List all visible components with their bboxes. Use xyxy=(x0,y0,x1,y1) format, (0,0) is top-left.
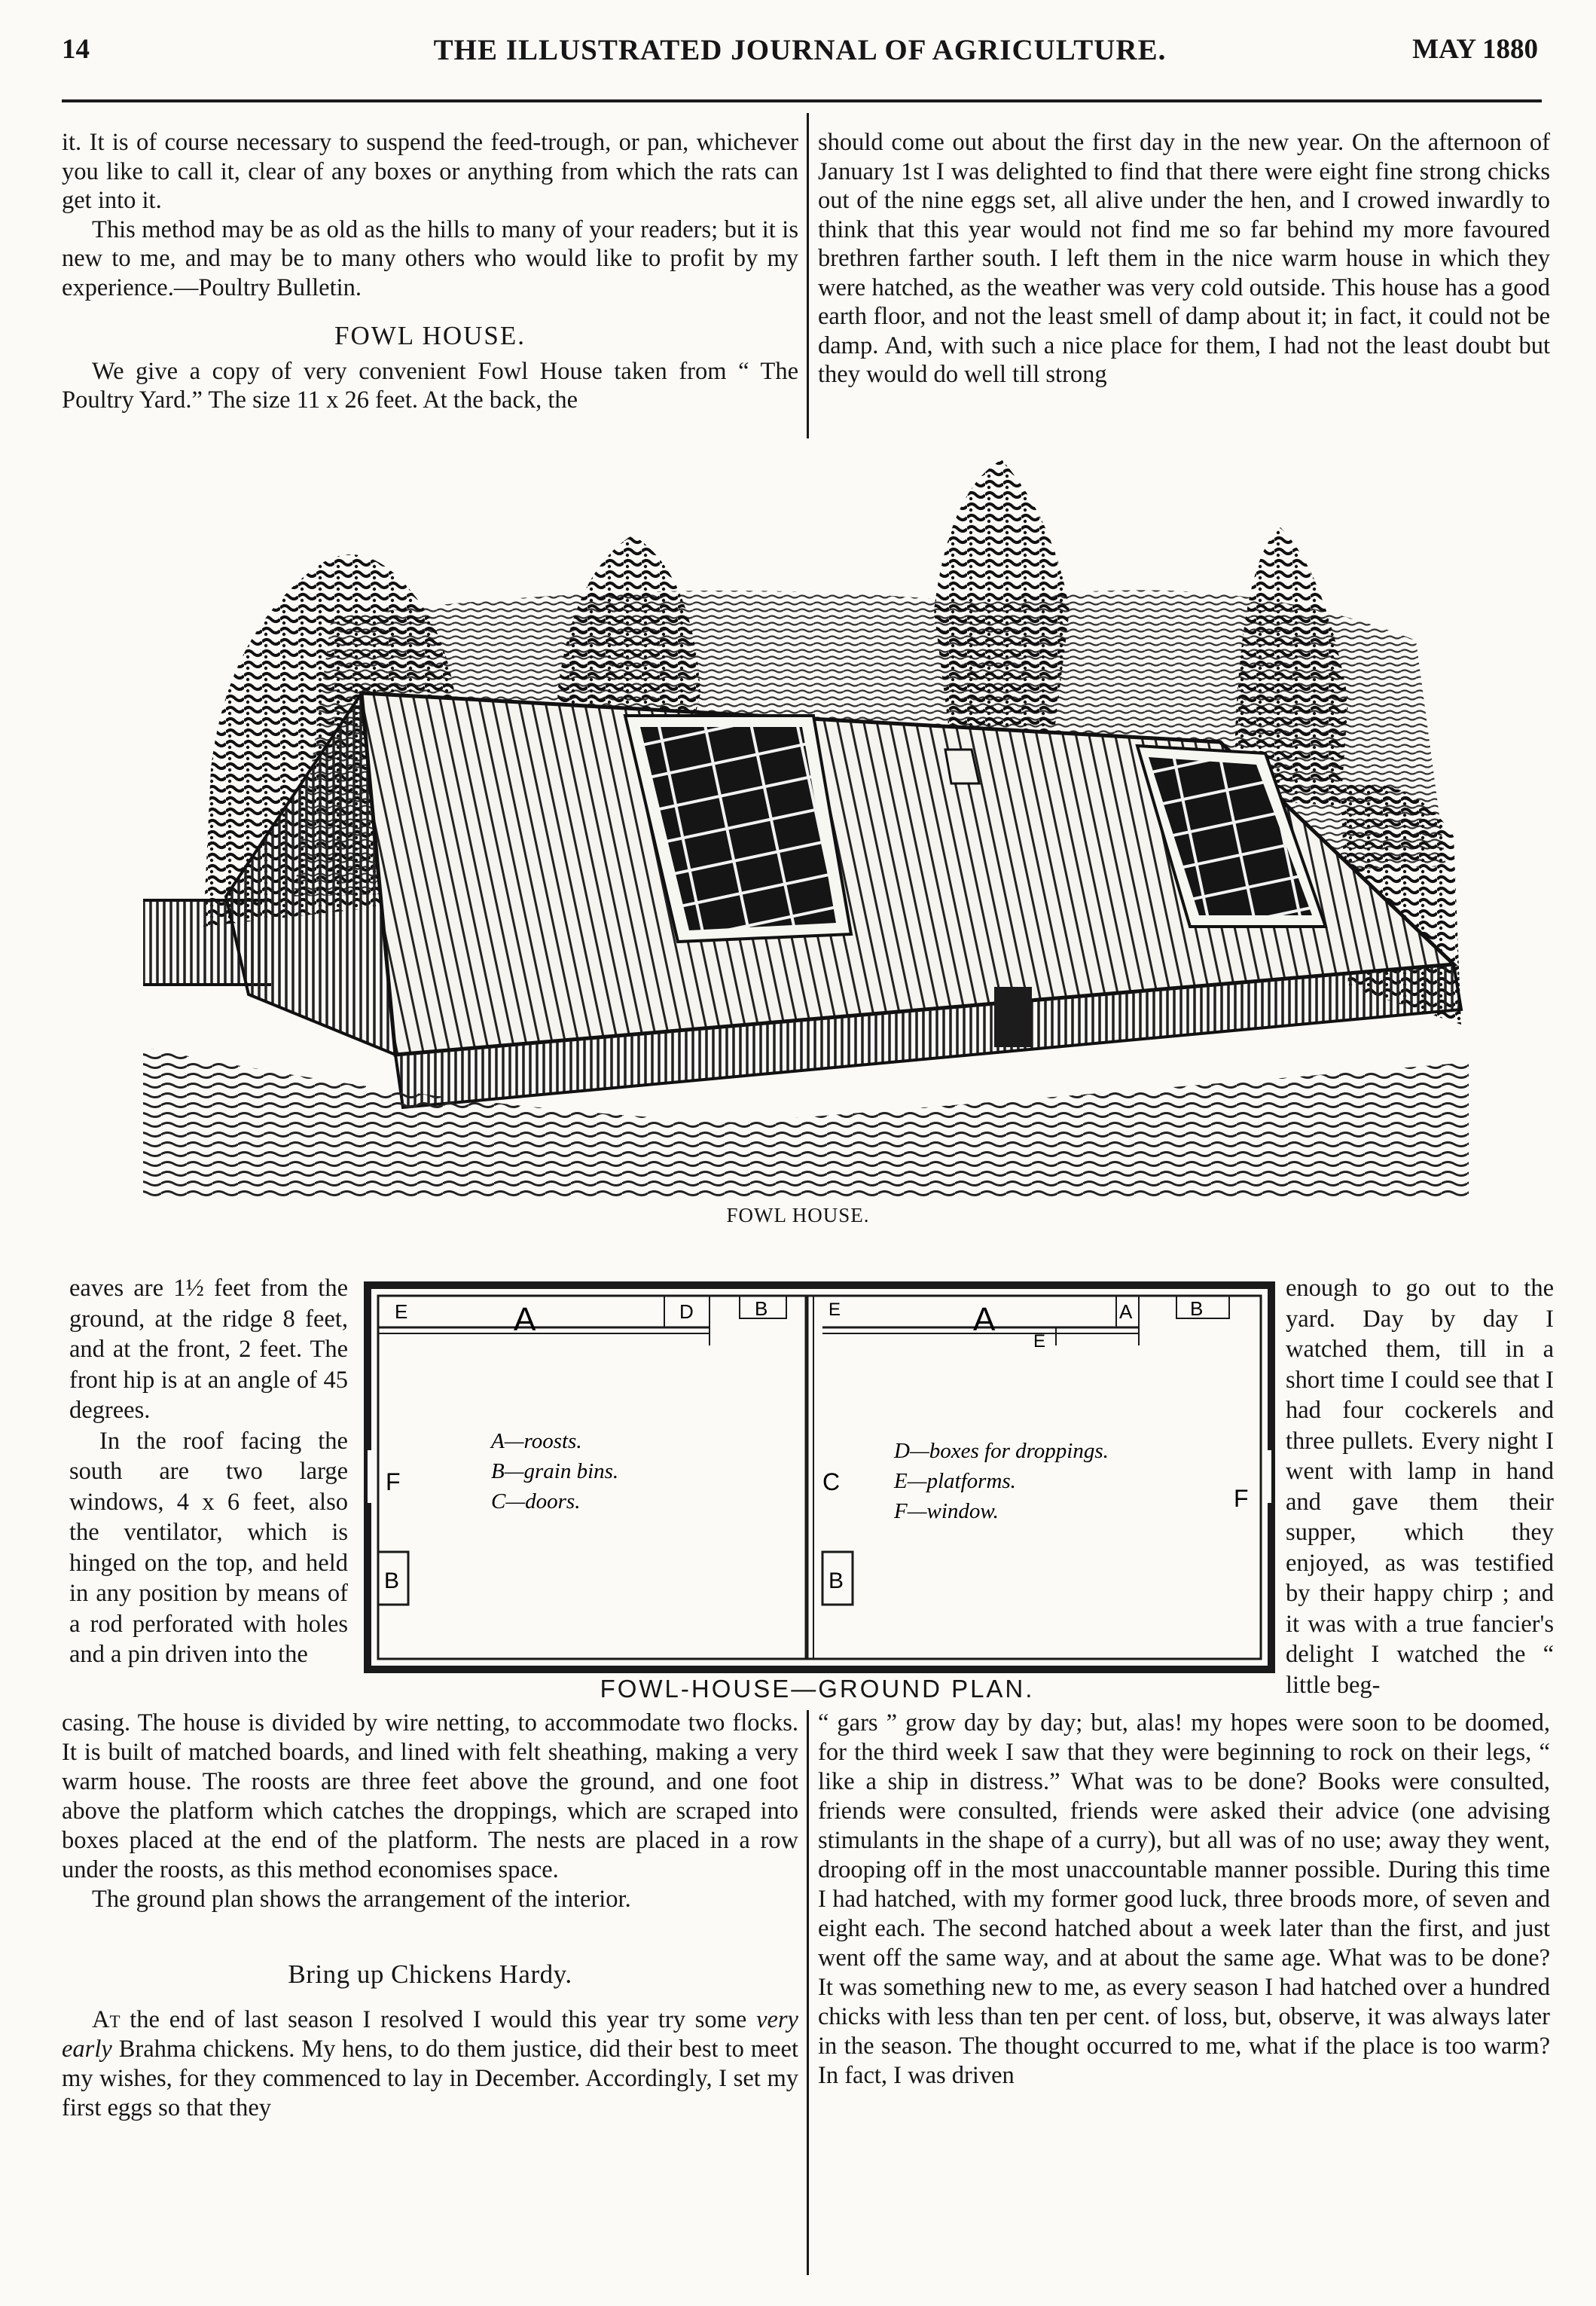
legend-doors: C—doors. xyxy=(491,1489,581,1513)
paragraph: We give a copy of very convenient Fowl House taken from “ The Poultry Yard.” The size 11 x 26 feet. At the back, the xyxy=(62,357,798,414)
journal-title: THE ILLUSTRATED JOURNAL OF AGRICULTURE. xyxy=(433,34,1167,66)
legend-boxes: D—boxes for droppings. xyxy=(894,1439,1109,1463)
plan-label-b-top-left: B xyxy=(755,1297,768,1320)
plan-label-a-right: A xyxy=(973,1301,996,1338)
plan-label-a-left: A xyxy=(514,1301,536,1338)
paragraph: it. It is of course necessary to suspend the feed-trough, or pan, whichever you like to call it, clear of any boxes or anything from which the rats can get into it. xyxy=(62,129,798,214)
top-column-divider xyxy=(807,113,809,438)
plan-label-c: C xyxy=(822,1468,841,1495)
emphasis: very early xyxy=(62,2006,798,2063)
paragraph: “ gars ” grow day by day; but, alas! my hopes were soon to be doomed, for the third week I saw that they were beginning to rock on their legs, “ like a ship in distress.” What was to be done? Books were consulted, friends were consulted, friends were asked their advice (one advising stimulants in the shape of a curry), but all was of no use; away they went, drooping off in the most unaccountable manner possible. During this time I had hatched, with my former good luck, three broods more, of seven and eight each. The second hatched about a week later than the first, and just went off the same way, and at about the same age. What was to be done? It was something new to me, as every season I had hatched over a hundred chicks with less than ten per cent. of loss, but, observe, it was always later in the season. The thought occurred to me, what if the place is too warm? In fact, I was driven xyxy=(818,1709,1550,2089)
paragraph: At the end of last season I resolved I would this year try some very early Brahma chickens. My hens, to do them justice, did their best to meet my wishes, for they commenced to lay in December. Accordingly, I set my first eggs so that they xyxy=(62,2006,798,2121)
plan-label-a-small: A xyxy=(1119,1300,1133,1323)
drop-lead: At xyxy=(92,2006,121,2033)
paragraph: casing. The house is divided by wire netting, to accommodate two flocks. It is built of matched boards, and lined with felt sheathing, making a very warm house. The roosts are three feet above the ground, and one foot above the platform which catches the droppings, which are scraped into boxes placed at the end of the platform. The nests are placed in a row under the roosts, as this method economises space. xyxy=(62,1709,798,1883)
paragraph: should come out about the first day in the new year. On the afternoon of January 1st I was delighted to find that there were eight fine strong chicks out of the nine eggs set, all alive under the hen, and I crowed inwardly to think that this year would not find me so far behind my more favoured brethren farther south. I left them in the nice warm house in which they were hatched, as the weather was very cold outside. This house has a good earth floor, and not the least smell of damp about it; in fact, it could not be damp. And, with such a nice place for them, I had not the least doubt but they would do well till strong xyxy=(818,129,1550,388)
section-heading: FOWL HOUSE. xyxy=(334,321,526,350)
bottom-left-column xyxy=(62,1709,798,2123)
paragraph: enough to go out to the yard. Day by day I watched them, till in a short time I could see that I had four cockerels and three pullets. Every night I went with lamp in hand and gave them their supper, which they enjoyed, as was testified by their happy chirp ; and it was with a true fancier's delight I watched the “ little beg- xyxy=(1286,1275,1554,1699)
plan-label-e-right: E xyxy=(1033,1331,1046,1352)
plan-label-f-right: F xyxy=(1234,1485,1249,1512)
narrow-right-column xyxy=(1286,1273,1554,1700)
paragraph: This method may be as old as the hills to many of your readers; but it is new to me, and may be to many others who would like to profit by my experience.—Poultry Bulletin. xyxy=(62,215,798,301)
plan-label-f-left: F xyxy=(386,1468,401,1495)
legend-window: F—window. xyxy=(894,1499,999,1523)
ground-plan-title: FOWL-HOUSE—GROUND PLAN. xyxy=(600,1675,1035,1703)
legend-roosts: A—roosts. xyxy=(491,1429,582,1453)
plan-label-e-right-top: E xyxy=(829,1300,841,1320)
top-left-column xyxy=(62,128,798,415)
legend-platforms: E—platforms. xyxy=(894,1469,1016,1493)
plan-label-b-top-right: B xyxy=(1190,1297,1204,1320)
plan-label-e-left: E xyxy=(395,1300,408,1323)
header-rule xyxy=(62,99,1542,102)
page-number: 14 xyxy=(62,34,90,65)
paragraph: The ground plan shows the arrangement of the interior. xyxy=(92,1886,631,1913)
plan-label-b-right: B xyxy=(829,1568,844,1593)
plan-label-d: D xyxy=(679,1300,694,1323)
narrow-left-column xyxy=(69,1273,348,1670)
section-heading: Bring up Chickens Hardy. xyxy=(288,1959,572,1989)
ground-plan-diagram xyxy=(363,1281,1276,1674)
fowl-house-illustration xyxy=(136,444,1476,1198)
top-right-column xyxy=(818,128,1550,389)
illustration-caption: FOWL HOUSE. xyxy=(726,1204,870,1226)
paragraph: In the roof facing the south are two large windows, 4 x 6 feet, also the ventilator, which is hinged on the top, and held in any position by means of a rod perforated with holes and a pin driven into the xyxy=(69,1427,348,1668)
bottom-column-divider xyxy=(807,1710,809,2275)
plan-label-b-left: B xyxy=(384,1568,400,1593)
paragraph: eaves are 1½ feet from the ground, at the ridge 8 feet, and at the front, 2 feet. The front hip is at an angle of 45 degrees. xyxy=(69,1275,348,1424)
bottom-right-column xyxy=(818,1709,1550,2091)
issue-date: MAY 1880 xyxy=(1412,34,1538,65)
legend-grain-bins: B—grain bins. xyxy=(491,1459,619,1483)
running-header xyxy=(62,33,1538,71)
